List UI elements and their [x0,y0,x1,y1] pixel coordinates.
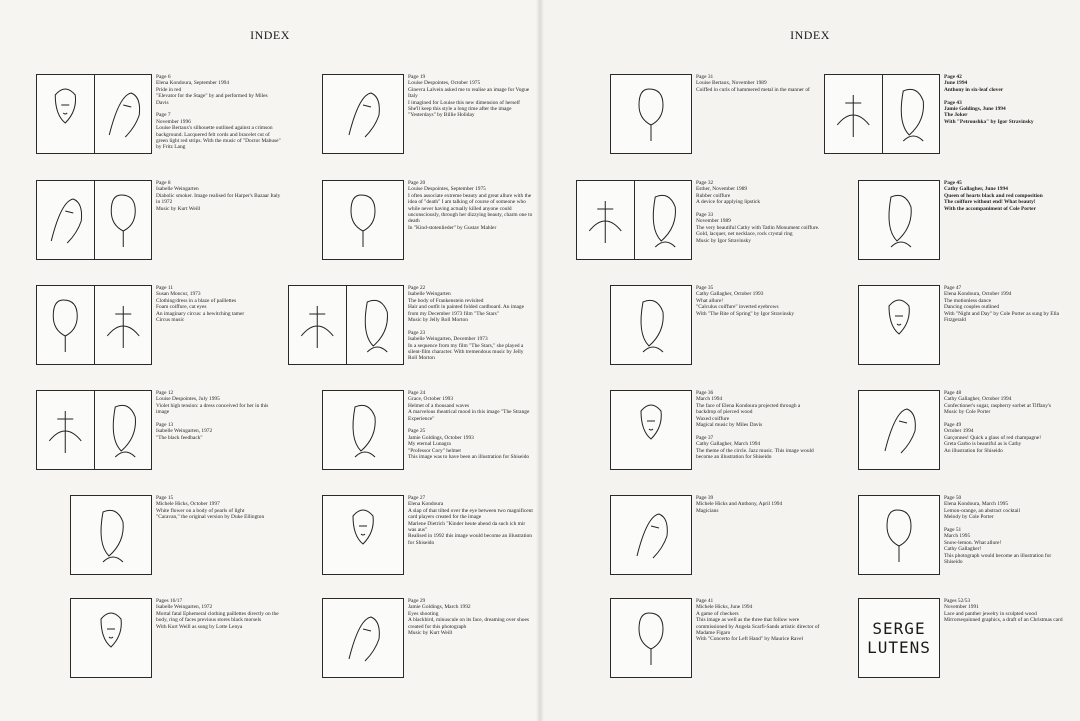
index-entry [576,74,816,174]
line-drawing-icon [577,181,634,259]
index-entry [36,390,276,490]
portrait-illustration [611,496,691,574]
portrait-illustration [611,286,691,364]
entry-caption: Page 20 Louise Despointes, September 1975 I often associate extreme beauty and great allure with the idea of "death" I am talking of course of someone who while never having actually killed anyone could unconsciously, through her dizzying beauty, charm one to death In "Kind-stotenlieder" by Gustav Mahler [408,180,533,231]
entry-caption: Page 36 March 1994 The face of Elena Kondoura projected through a backdrop of pierced wood Waxed coiffure Magical music by Miles Davis Page 37 Cathy Gallagher, March 1994 The theme of the circle. Jazz music. This image would become an illustration for Shiseido [696,390,814,461]
thumbnail-frame [322,390,404,470]
line-drawing-icon [859,391,939,469]
line-drawing-icon [71,599,151,677]
index-entry [824,598,1064,698]
entry-caption: Pages 16/17 Isabelle Weingarten, 1972 Mortal fatal Ephemeral clothing paillettes directly on the body, ring of faces previous stores black morsels With Kurt Weill as sung by Lotte Lenya [156,598,279,630]
entry-caption: Page 24 Grace, October 1993 Helmet of a thousand waves A marvelous theatrical mood in this image "The Strange Experience" Page 25 Jamie Goldings, October 1993 My eternal Lunagra "Professor Cory" helmet This image was to have been an illustration for Shiseido [408,390,530,461]
entry-caption: Page 22 Isabelle Weingarten The body of Frankenstein revisited Hair and outfit in painted folded cardboard. An image from my December 1973 film "The Stars" Music by Jelly Roll Morton Page 23 Isabelle Weingarten, December 1973 In a sequence from my film "The Stars," she played a silent-film character. With tremendous music by Jelly Roll Morton [408,285,525,362]
thumbnail-frame [824,74,940,154]
portrait-illustration [323,75,403,153]
thumbnail-frame [36,180,152,260]
index-entry [824,390,1064,490]
line-drawing-icon [611,75,691,153]
thumbnail-frame [576,180,692,260]
thumbnail-frame [36,74,152,154]
line-drawing-icon [95,181,152,259]
line-drawing-icon [323,496,403,574]
portrait-illustration [289,286,347,364]
entry-caption: Page 39 Michele Hicks and Anthony, April 1994 Magicians [696,495,783,514]
index-entry [36,180,281,280]
thumbnail-frame [36,285,152,365]
line-drawing-icon [859,286,939,364]
entry-caption: Page 29 Jamie Goldings, March 1992 Eyes shooting A blackbird, minuscule on its face, dreaming over shoes created for this photograph Music by Kurt Weill [408,598,529,637]
page-title-left: INDEX [250,28,290,42]
index-entry [36,74,281,174]
portrait-illustration [611,75,691,153]
line-drawing-icon [611,496,691,574]
portrait-illustration [323,496,403,574]
logo-word: LUTENS [867,638,931,657]
portrait-illustration [611,391,691,469]
index-entry [288,180,533,280]
index-entry [576,495,816,595]
entry-caption: Page 6 Elena Kondoura, September 1994 Pride in red "Elevator for the Stage" by and performed by Miles Davis Page 7 November 1996 Louise Bertaux's silhouette outlined against a crimson background. Lacquered felt cords and bracelet cut of green light red strips. With the music of "Doctor Mabuse" by Fritz Lang [156,74,281,151]
entry-caption: Page 8 Isabelle Weingarten Diabolic smoker. Image realised for Harper's Bazaar Italy in 1972 Music by Kurt Weill [156,180,281,212]
entry-caption: Page 31 Louise Bertaux, November 1989 Coiffed in curls of hammered metal in the manner of [696,74,810,93]
portrait-illustration [577,181,635,259]
entry-caption: Pages 52/53 November 1991 Lace and panther jewelry in sculpted wood Mirrorsequinned graphics, a draft of an Christmas card [944,598,1063,624]
line-drawing-icon [323,181,403,259]
entry-caption: Page 35 Cathy Gallagher, October 1993 What allure! "Calculus coiffure" inverted eyebrows With "The Rite of Spring" by Igor Stravinsky [696,285,795,317]
line-drawing-icon [825,75,882,153]
portrait-illustration [611,599,691,677]
entry-caption: Page 47 Elena Kondoura, October 1994 The motionless dance Dancing couples outlined With "Night and Day" by Cole Porter as sung by Ella Fitzgerald [944,285,1059,324]
line-drawing-icon [611,286,691,364]
index-entry [576,180,820,280]
portrait-illustration [635,181,692,259]
index-entry [824,180,1064,280]
entry-caption: Page 50 Elena Kondoura, March 1995 Lemon-orange, an abstract cocktail Melody by Cole Porter Page 51 March 1995 Snow-lemon. What allure! Cathy Gallagher! This photograph would become an illustration for Shiseido [944,495,1052,566]
thumbnail-frame [322,598,404,678]
thumbnail-frame [36,390,152,470]
index-entry [36,495,276,595]
entry-caption: Page 12 Louise Despointes, July 1995 Violet high tension: a dress conceived for her in this image Page 13 Isabelle Weingarten, 1972 "The black feedback" [156,390,269,441]
thumbnail-frame [858,495,940,575]
line-drawing-icon [95,391,152,469]
entry-caption: Page 45 Cathy Gallagher, June 1994 Queen of hearts black and red composition The coiffure without end! What beauty! With the accompaniment of Cole Porter [944,180,1043,212]
portrait-illustration [859,286,939,364]
portrait-illustration [95,181,152,259]
portrait-illustration [883,75,940,153]
line-drawing-icon [289,286,346,364]
line-drawing-icon [95,286,152,364]
thumbnail-frame [322,495,404,575]
portrait-illustration [71,599,151,677]
entry-caption: Page 41 Michele Hicks, June 1994 A game of checkers This image as well as the three that follow were commissioned by Angela Scarfi-Sands artistic director of Madame Figaro With "Concerto for Left Hand" by Maurice Ravel [696,598,820,643]
portrait-illustration [323,391,403,469]
thumbnail-frame [858,390,940,470]
thumbnail-frame [610,285,692,365]
thumbnail-frame [610,495,692,575]
index-entry [36,285,276,385]
line-drawing-icon [347,286,404,364]
thumbnail-frame [858,598,940,678]
index-entry [288,285,528,385]
line-drawing-icon [37,181,94,259]
portrait-illustration [95,75,152,153]
index-entry [288,74,528,174]
index-entry [288,390,528,490]
portrait-illustration [95,286,152,364]
thumbnail-frame [288,285,404,365]
serge-lutens-logo [859,599,939,677]
thumbnail-frame [610,74,692,154]
portrait-illustration [95,391,152,469]
index-entry [576,285,816,385]
line-drawing-icon [323,75,403,153]
portrait-illustration [859,496,939,574]
book-gutter [536,0,544,721]
portrait-illustration [323,599,403,677]
portrait-illustration [825,75,883,153]
entry-caption: Page 11 Susan Moncur, 1973 Clothing/dress in a blaze of paillettes Foam coiffure, cat eyes An imaginary circus: a bewitching tamer Circus music [156,285,245,324]
portrait-illustration [323,181,403,259]
line-drawing-icon [859,496,939,574]
index-entry [288,495,533,595]
line-drawing-icon [859,181,939,259]
line-drawing-icon [611,599,691,677]
entry-caption: Page 15 Michele Hicks, October 1997 White flower on a body of pearls of light "Caravan," the original version by Duke Ellington [156,495,265,521]
thumbnail-frame [610,598,692,678]
line-drawing-icon [323,599,403,677]
index-entry [288,598,528,698]
portrait-illustration [71,496,151,574]
logo-word: SERGE [872,619,926,638]
line-drawing-icon [37,286,94,364]
page-title-right: INDEX [790,28,830,42]
line-drawing-icon [95,75,152,153]
thumbnail-frame [858,285,940,365]
index-entry [824,285,1064,385]
line-drawing-icon [71,496,151,574]
entry-caption: Page 48 Cathy Gallagher, October 1994 Confectioner's sugar, raspberry sorbet at Tiffany's Music by Cole Porter Page 49 October 1994 Garçonnes! Quick a glass of red champagne! Greta Garbo is beautiful as is Cathy An illustration for Shiseido [944,390,1052,454]
index-entry [576,390,816,490]
portrait-illustration [859,391,939,469]
line-drawing-icon [37,391,94,469]
entry-caption: Page 19 Louise Despointes, October 1975 Ginevra Lalvein asked me to realise an image for Vogue Italy I imagined for Louise this new dimension of herself She'll keep this style a long time after the image "Yesterdays" by Billie Holiday [408,74,530,119]
thumbnail-frame [70,495,152,575]
thumbnail-frame [322,74,404,154]
portrait-illustration [37,286,95,364]
index-entry [824,495,1064,595]
thumbnail-frame [610,390,692,470]
thumbnail-frame [858,180,940,260]
portrait-illustration [37,181,95,259]
portrait-illustration [37,391,95,469]
line-drawing-icon [635,181,692,259]
thumbnail-frame [322,180,404,260]
entry-caption: Page 32 Esther, November 1989 Rubber coiffure A device for applying lipstick Page 33 November 1989 The very beautiful Cathy with Tatlin Monument coiffure. Gold, lacquer, net necklace, rock crystal ring Music by Igor Stravinsky [696,180,820,244]
thumbnail-frame [70,598,152,678]
index-entry [824,74,1064,174]
entry-caption: Page 42 June 1994 Anthony in six-leaf clover Page 43 Jamie Goldings, June 1994 The Joker With "Petroushka" by Igor Stravinsky [944,74,1034,125]
line-drawing-icon [37,75,94,153]
portrait-illustration [347,286,404,364]
portrait-illustration [859,181,939,259]
portrait-illustration [37,75,95,153]
line-drawing-icon [323,391,403,469]
line-drawing-icon [611,391,691,469]
index-entry [576,598,820,698]
index-entry [36,598,279,698]
entry-caption: Page 27 Elena Kondoura A slap of that tilted over the eye between two magnificent card players created for the image Marlene Dietrich "Kinder heute abend da such ich mir was aus" Realised in 1992 this image would become an illustration for Shiseido [408,495,533,546]
line-drawing-icon [883,75,940,153]
